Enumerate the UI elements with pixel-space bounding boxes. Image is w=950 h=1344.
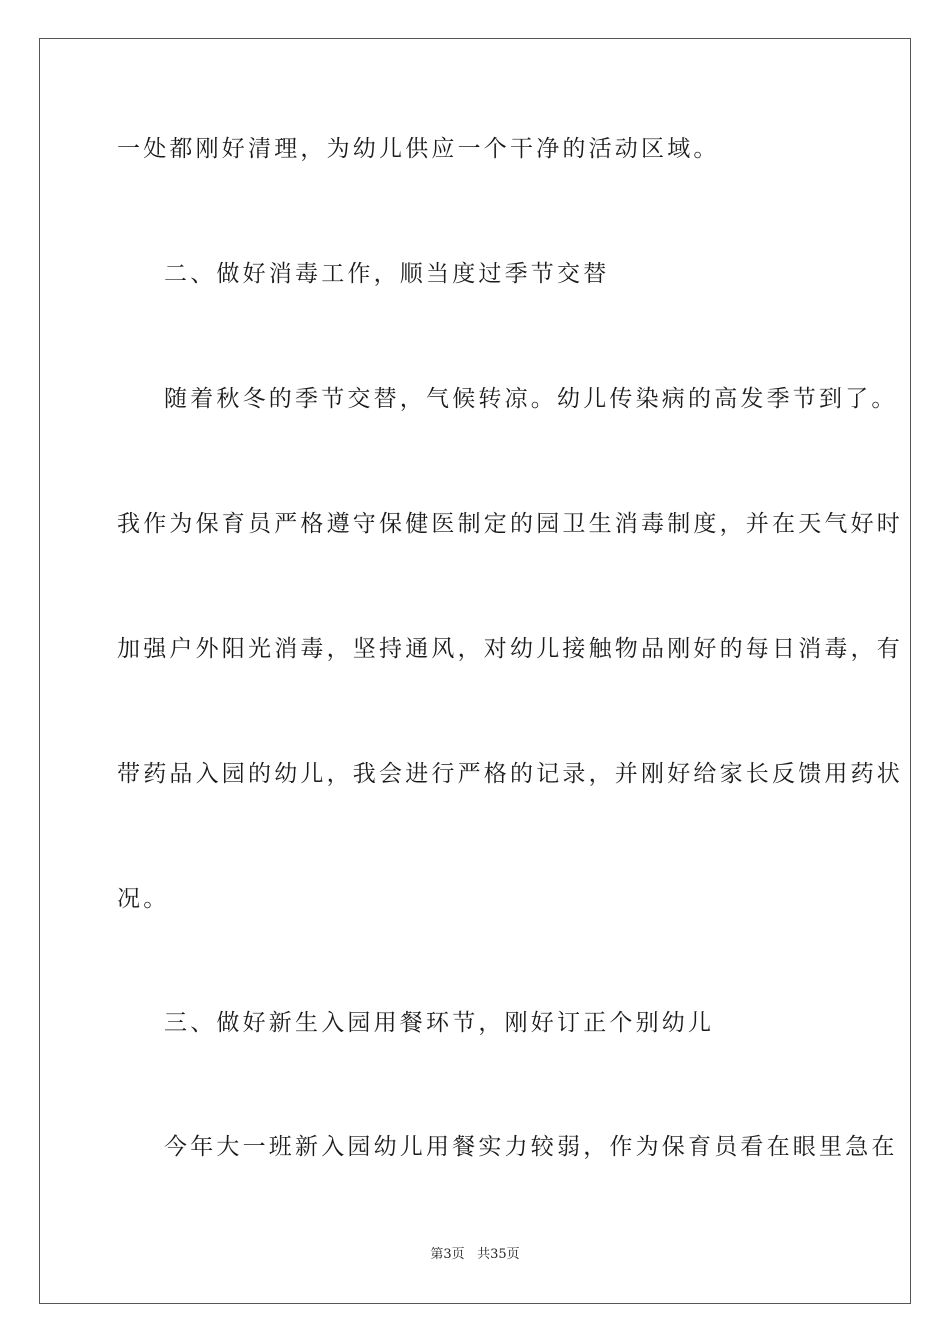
- body-line-5: 加强户外阳光消毒，坚持通风，对幼儿接触物品刚好的每日消毒，有: [117, 636, 903, 662]
- body-line-1: 一处都刚好清理，为幼儿供应一个干净的活动区域。: [117, 136, 720, 162]
- page-number: 第3页: [430, 1247, 465, 1262]
- page-frame: [39, 38, 911, 1304]
- body-line-6: 带药品入园的幼儿，我会进行严格的记录，并刚好给家长反馈用药状: [117, 761, 903, 787]
- section-heading-2: 二、做好消毒工作，顺当度过季节交替: [164, 261, 610, 287]
- body-line-9: 今年大一班新入园幼儿用餐实力较弱，作为保育员看在眼里急在: [164, 1134, 898, 1160]
- page-footer: [0, 1246, 950, 1264]
- body-line-7: 况。: [117, 886, 170, 912]
- section-heading-3: 三、做好新生入园用餐环节，刚好订正个别幼儿: [164, 1010, 715, 1036]
- body-line-4: 我作为保育员严格遵守保健医制定的园卫生消毒制度，并在天气好时: [117, 511, 903, 537]
- page-total: 共35页: [477, 1247, 520, 1262]
- body-line-3: 随着秋冬的季节交替，气候转凉。幼儿传染病的高发季节到了。: [164, 386, 898, 412]
